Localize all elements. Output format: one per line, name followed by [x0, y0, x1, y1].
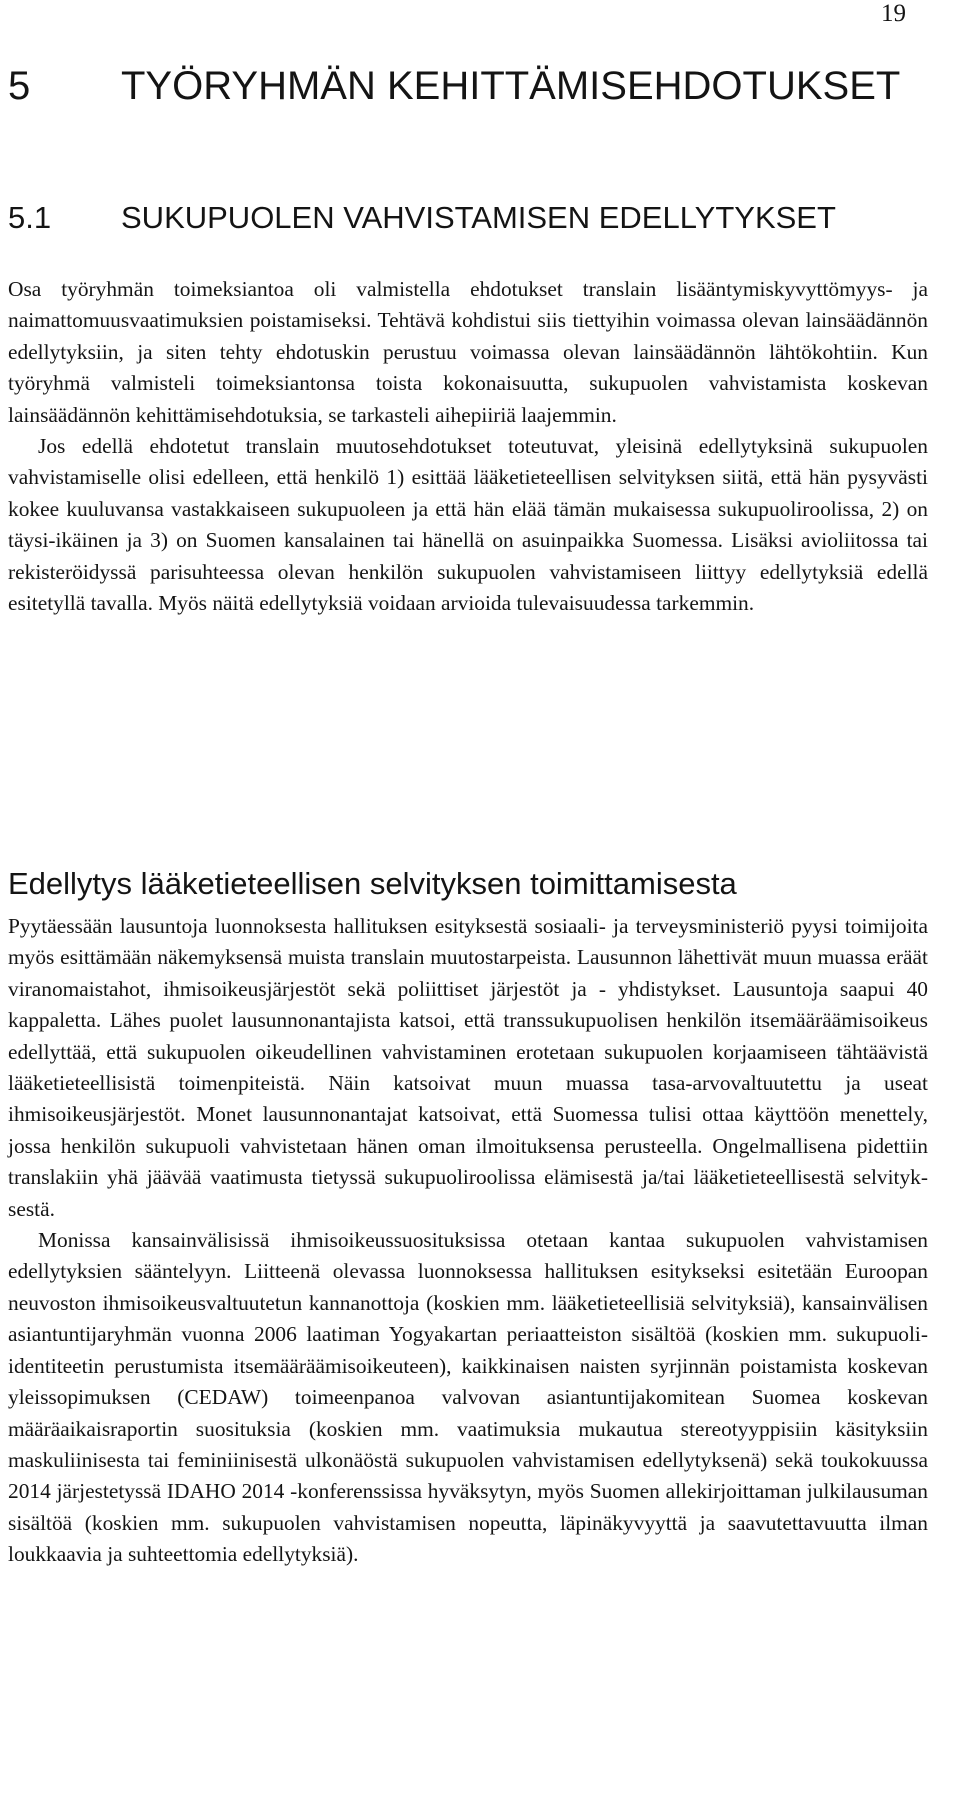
section-title: SUKUPUOLEN VAHVISTAMISEN EDELLYTYKSET	[121, 200, 836, 235]
chapter-heading	[8, 62, 908, 110]
section-number: 5.1	[8, 200, 52, 235]
subsection-title: Edellytys lääketieteellisen selvityksen toimittamisesta	[8, 866, 737, 901]
chapter-title: TYÖRYHMÄN KEHITTÄMISEHDOTUKSET	[121, 64, 901, 108]
section-heading	[8, 200, 938, 236]
chapter-number: 5	[8, 64, 31, 108]
paragraph: Pyytäessään lausuntoja luonnoksesta hallituksen esityksestä sosiaali- ja terveysministeriö pyysi toimijoita myös esittämään näkemyksensä muista translain muutostarpeista. Lausunnon lähettivät muun muassa eräät viranomaistahot, ihmisoikeusjärjestöt sekä poliittiset järjestöt ja - yhdistykset. Lausuntoja saapui 40 kappaletta. Lähes puolet lausunnonantajista katsoi, että transsukupuolisen henkilön itsemääräämisoikeus edellyttää, että sukupuolen oikeudellinen vahvistaminen erotetaan sukupuolen korjaamiseen tähtäävistä lääketieteellisistä toimenpiteistä. Näin katsoivat muun muassa tasa-arvovaltuutettu ja useat ihmisoikeusjärjestöt. Monet lausunnonantajat katsoivat, että Suomessa tulisi ottaa käyttöön menettely, jossa henkilön sukupuoli vahvistetaan hänen oman ilmoituksensa perusteella. Ongelmallisena pidettiin translakiin yhä jäävää vaatimusta tietyssä sukupuoliroolissa elämisestä ja/tai lääketieteellisestä selvityksestä.	[8, 914, 928, 1221]
paragraph: Jos edellä ehdotetut translain muutosehdotukset toteutuvat, yleisinä edellytyksinä sukupuolen vahvistamiselle olisi edelleen, että henkilö 1) esittää lääketieteellisen selvityksen siitä, että hän pysyvästi kokee kuuluvansa vastakkaiseen sukupuoleen ja että hän elää tämän mukaisessa sukupuoliroolissa, 2) on täysi-ikäinen ja 3) on Suomen kansalainen tai hänellä on asuinpaikka Suomessa. Lisäksi avioliitossa tai rekisteröidyssä parisuhteessa olevan henkilön sukupuolen vahvistamiseen liittyy edellytyksiä edellä esitetyllä tavalla. Myös näitä edellytyksiä voidaan arvioida tulevaisuudessa tarkemmin.	[8, 434, 928, 616]
paragraph: Osa työryhmän toimeksiantoa oli valmistella ehdotukset translain lisääntymiskyvyttömyys- ja naimattomuusvaatimuksien poistamiseksi. Tehtävä kohdistui siis tiettyihin voimassa olevan lainsäädännön edellytyksiin, ja siten tehty ehdotuskin perustuu voimassa olevan lainsäädännön lähtökohtiin. Kun työryhmä valmisteli toimeksiantonsa toista kokonaisuutta, sukupuolen vahvistamista koskevan lainsäädännön kehittämisehdotuksia, se tarkasteli aihepiiriä laajemmin.	[8, 277, 928, 427]
page-number: 19	[881, 0, 906, 27]
subsection-body	[8, 911, 928, 1571]
section-body	[8, 274, 928, 619]
paragraph: Monissa kansainvälisissä ihmisoikeussuosituksissa otetaan kantaa sukupuolen vahvistamisen edellytyksien sääntelyyn. Liitteenä olevassa luonnoksessa hallituksen esitykseksi esitetään Euroopan neuvoston ihmisoikeusvaltuutetun kannanottoja (koskien mm. lääketieteellisiä selvityksiä), kansainvälisen asiantuntijaryhmän vuonna 2006 laatiman Yogyakartan periaatteiston sisältöä (koskien mm. sukupuoliidentiteetin perustumista itsemääräämisoikeuteen), kaikkinaisen naisten syrjinnän poistamista koskevan yleissopimuksen (CEDAW) toimeenpanoa valvovan asiantuntijakomitean Suomea koskevan määräaikaisraportin suosituksia (koskien mm. vaatimuksia mukautua stereotyyppisiin käsityksiin maskuliinisesta tai feminiinisestä ulkonäöstä sukupuolen vahvistamisen edellytyksenä) sekä toukokuussa 2014 järjestetyssä IDAHO 2014 -konferenssissa hyväksytyn, myös Suomen allekirjoittaman julkilausuman sisältöä (koskien mm. sukupuolen vahvistamisen nopeutta, läpinäkyvyyttä ja saavutettavuutta ilman loukkaavia ja suhteettomia edellytyksiä).	[8, 1228, 928, 1567]
